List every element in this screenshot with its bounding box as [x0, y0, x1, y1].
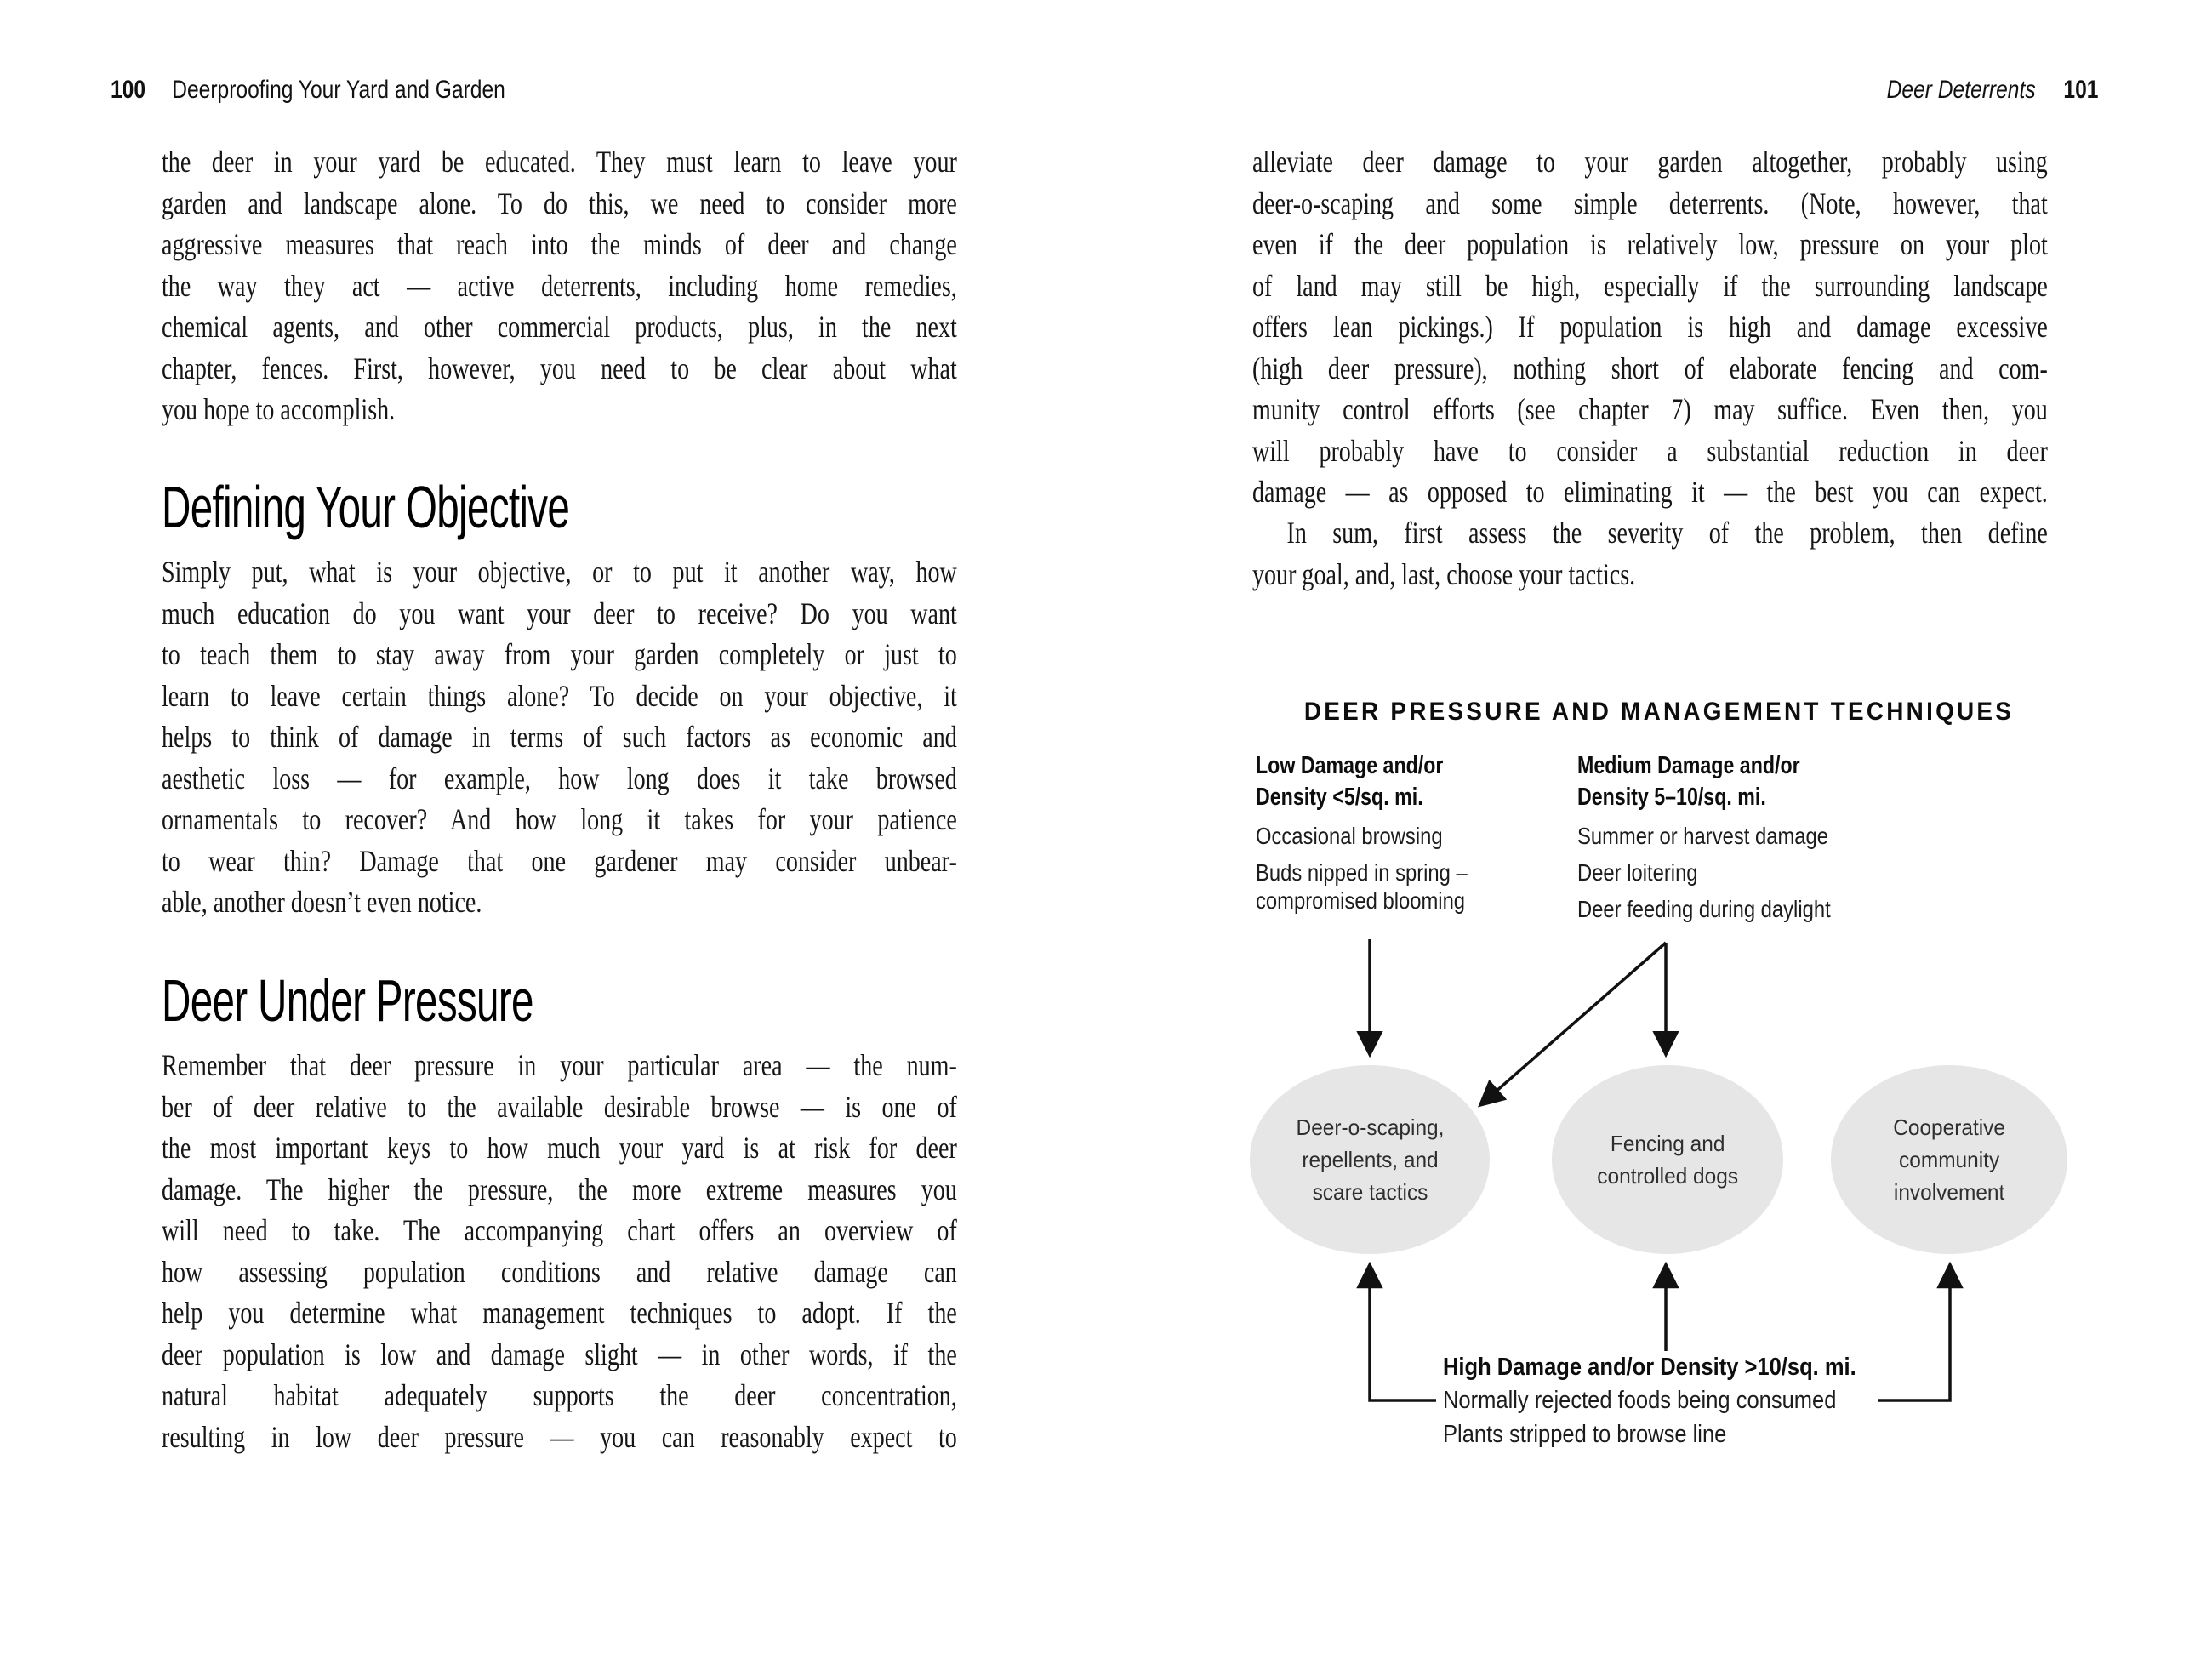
page-number-left: 100: [111, 76, 146, 104]
list-item: Plants stripped to browse line: [1443, 1421, 1727, 1448]
text-line: munity control efforts (see chapter 7) may suffice. Even then, you: [1252, 392, 2048, 426]
text-line: aesthetic loss — for example, how long does it take browsed: [162, 761, 957, 795]
text-line: damage. The higher the pressure, the more extreme measures you: [162, 1172, 957, 1206]
label-line: Low Damage and/or: [1256, 752, 1444, 779]
text-line: ornamentals to recover? And how long it takes for your patience: [162, 802, 957, 836]
text-line: will probably have to consider a substantial reduction in deer: [1252, 433, 2048, 468]
diagram-high-damage-block: [1443, 1351, 1856, 1451]
high-damage-heading: High Damage and/or Density >10/sq. mi.: [1443, 1354, 1856, 1381]
text-line: you hope to accomplish.: [162, 392, 396, 426]
text-line: helps to think of damage in terms of such factors as economic and: [162, 720, 957, 754]
left-paragraph-3: [162, 1045, 957, 1457]
bubble-cooperative: [1831, 1065, 2067, 1254]
list-item: Summer or harvest damage: [1577, 823, 1828, 849]
text-line: chemical agents, and other commercial products, plus, in the next: [162, 310, 957, 344]
section-heading-deer-under-pressure: Deer Under Pressure: [162, 967, 533, 1034]
text-line: offers lean pickings.) If population is high and damage excessive: [1252, 310, 2048, 344]
text-line: (high deer pressure), nothing short of elaborate fencing and com-: [1252, 351, 2048, 385]
text-line: your goal, and, last, choose your tactics.: [1252, 556, 1636, 591]
section-heading-defining-your-objective: Defining Your Objective: [162, 474, 570, 540]
bubble-deer-o-scaping-label: [1296, 1111, 1444, 1208]
arrow-high-to-bubble1: [1370, 1266, 1436, 1400]
text-line: chapter, fences. First, however, you need to be clear about what: [162, 351, 957, 385]
list-item: Occasional browsing: [1256, 823, 1443, 849]
label-line: involvement: [1893, 1179, 2005, 1205]
list-item: Deer loitering: [1577, 859, 1698, 886]
text-line: garden and landscape alone. To do this, we need to consider more: [162, 185, 957, 220]
label-line: Medium Damage and/or: [1577, 752, 1800, 779]
list-item: Deer feeding during daylight: [1577, 896, 1831, 922]
label-line: repellents, and: [1301, 1147, 1439, 1172]
text-line: the deer in your yard be educated. They must learn to leave your: [162, 145, 957, 179]
text-line: Simply put, what is your objective, or to put it another way, how: [162, 555, 957, 589]
text-line: able, another doesn’t even notice.: [162, 885, 482, 919]
left-paragraph-2: [162, 551, 957, 923]
text-line: resulting in low deer pressure — you can reasonably expect to: [162, 1419, 957, 1454]
list-item: Buds nipped in spring – compromised blooming: [1256, 859, 1468, 914]
bubble-cooperative-label: [1893, 1111, 2005, 1208]
label-line: Density 5–10/sq. mi.: [1577, 784, 1766, 811]
text-line: aggressive measures that reach into the minds of deer and change: [162, 227, 957, 261]
text-line: help you determine what management techniques to adopt. If the: [162, 1296, 957, 1330]
label-line: Cooperative: [1893, 1115, 2005, 1140]
text-line: Remember that deer pressure in your particular area — the num-: [162, 1048, 957, 1082]
high-damage-items: [1443, 1383, 1856, 1451]
list-item: Normally rejected foods being consumed: [1443, 1387, 1837, 1414]
bubble-fencing: [1552, 1065, 1783, 1254]
deer-pressure-diagram: [1242, 698, 2101, 1480]
text-line: ber of deer relative to the available desirable browse — is one of: [162, 1089, 957, 1124]
running-head-right-title: Deer Deterrents: [1886, 76, 2036, 104]
label-line: scare tactics: [1312, 1179, 1428, 1205]
text-line: deer population is low and damage slight — in other words, if the: [162, 1337, 957, 1371]
text-line: how assessing population conditions and relative damage can: [162, 1254, 957, 1289]
text-line: deer-o-scaping and some simple deterrents. (Note, however, that: [1252, 185, 2048, 220]
arrow-high-to-bubble3: [1878, 1266, 1950, 1400]
page-number-right: 101: [2062, 76, 2098, 104]
label-line: Deer-o-scaping,: [1296, 1115, 1444, 1140]
text-line: alleviate deer damage to your garden altogether, probably using: [1252, 145, 2048, 179]
text-line: will need to take. The accompanying chart offers an overview of: [162, 1213, 957, 1247]
label-line: Fencing and: [1610, 1131, 1725, 1156]
text-line: learn to leave certain things alone? To decide on your objective, it: [162, 678, 957, 713]
text-line: much education do you want your deer to receive? Do you want: [162, 596, 957, 630]
running-head-right: [1886, 73, 2098, 107]
text-line: of land may still be high, especially if the surrounding landscape: [1252, 268, 2048, 303]
label-line: Density <5/sq. mi.: [1256, 784, 1423, 811]
right-paragraph-2: [1252, 512, 2048, 595]
bubble-fencing-label: [1597, 1127, 1738, 1192]
text-line: damage — as opposed to eliminating it — the best you can expect.: [1252, 475, 2048, 509]
text-line: even if the deer population is relatively low, pressure on your plot: [1252, 227, 2048, 261]
text-line: the most important keys to how much your yard is at risk for deer: [162, 1131, 957, 1165]
diagram-title: DEER PRESSURE AND MANAGEMENT TECHNIQUES: [1303, 698, 2015, 726]
label-line: controlled dogs: [1597, 1163, 1738, 1189]
left-paragraph-1: [162, 141, 957, 430]
text-line: to teach them to stay away from your garden completely or just to: [162, 637, 957, 671]
label-line: community: [1898, 1147, 2000, 1172]
running-head-left-title: Deerproofing Your Yard and Garden: [172, 76, 505, 104]
text-line: natural habitat adequately supports the deer concentration,: [162, 1378, 957, 1412]
running-head-left: [111, 73, 505, 107]
text-line: to wear thin? Damage that one gardener may consider unbear-: [162, 843, 957, 878]
text-line: In sum, first assess the severity of the problem, then define: [1286, 516, 2048, 550]
right-paragraph-1: [1252, 141, 2048, 513]
bubble-deer-o-scaping: [1250, 1065, 1490, 1254]
text-line: the way they act — active deterrents, including home remedies,: [162, 268, 957, 303]
